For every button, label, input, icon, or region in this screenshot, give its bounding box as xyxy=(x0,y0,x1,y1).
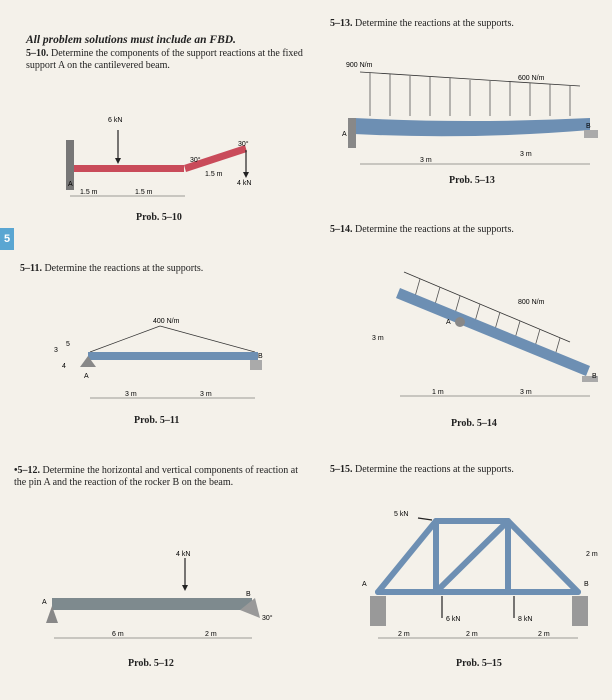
problem-5-12-number: •5–12. xyxy=(14,465,41,476)
support-a xyxy=(455,317,465,327)
label-d1: 3 m xyxy=(125,391,137,398)
beam xyxy=(88,352,258,360)
label-5kn: 5 kN xyxy=(394,511,409,518)
problem-5-14-text xyxy=(330,224,600,236)
support-b xyxy=(250,360,262,370)
label-b: B xyxy=(246,591,251,598)
label-8kn: 8 kN xyxy=(518,616,533,623)
label-a: A xyxy=(342,131,347,138)
problem-5-12-statement: Determine the horizontal and vertical components of reaction at the pin A and the reaction of the rocker B on the beam. xyxy=(14,465,298,488)
label-4kn: 4 kN xyxy=(237,180,252,187)
label-800: 800 N/m xyxy=(518,299,545,306)
caption-5-14: Prob. 5–14 xyxy=(451,418,497,429)
label-b: B xyxy=(586,123,591,130)
label-b: B xyxy=(584,581,589,588)
chapter-tab: 5 xyxy=(0,228,14,250)
beam xyxy=(354,118,590,136)
problem-5-13-number: 5–13. xyxy=(330,18,353,29)
load-arrow-5kn xyxy=(418,518,432,520)
figure-5-11 xyxy=(50,312,280,412)
problem-5-10-statement: Determine the components of the support reactions at the fixed support A on the cantilevered beam. xyxy=(26,48,303,71)
label-d2: 3 m xyxy=(520,389,532,396)
problem-5-14-number: 5–14. xyxy=(330,224,353,235)
problem-5-10-text xyxy=(26,48,306,72)
problem-5-15-number: 5–15. xyxy=(330,464,353,475)
beam-horizontal xyxy=(74,165,184,172)
label-d1: 6 m xyxy=(112,631,124,638)
truss-members xyxy=(378,521,578,592)
problem-5-11-statement: Determine the reactions at the supports. xyxy=(44,263,204,274)
label-30: 30° xyxy=(262,615,273,622)
support-a xyxy=(348,118,356,148)
caption-5-11: Prob. 5–11 xyxy=(134,415,180,426)
label-a: A xyxy=(84,373,89,380)
label-a: A xyxy=(362,581,367,588)
label-angle-2: 30° xyxy=(238,141,249,148)
label-d2: 3 m xyxy=(200,391,212,398)
label-4: 4 xyxy=(62,363,66,370)
label-a: A xyxy=(446,319,451,326)
label-d2: 3 m xyxy=(520,151,532,158)
label-d3: 1.5 m xyxy=(205,171,223,178)
label-d2: 1.5 m xyxy=(135,189,153,196)
problem-5-12-text xyxy=(14,465,304,489)
caption-5-12: Prob. 5–12 xyxy=(128,658,174,669)
caption-5-13: Prob. 5–13 xyxy=(449,175,495,186)
caption-5-15: Prob. 5–15 xyxy=(456,658,502,669)
problem-5-15-statement: Determine the reactions at the supports. xyxy=(355,464,514,475)
distributed-load-400 xyxy=(90,326,255,352)
label-b: B xyxy=(592,373,597,380)
problem-5-15-text xyxy=(330,464,600,476)
label-d3: 2 m xyxy=(538,631,550,638)
label-d1: 2 m xyxy=(398,631,410,638)
problem-5-11-number: 5–11. xyxy=(20,263,42,274)
support-a xyxy=(370,596,386,626)
figure-5-10 xyxy=(60,110,280,210)
label-angle-1: 30° xyxy=(190,157,201,164)
label-5: 5 xyxy=(66,341,70,348)
figure-5-13 xyxy=(340,58,600,173)
label-600: 600 N/m xyxy=(518,75,545,82)
label-3: 3 xyxy=(54,347,58,354)
beam xyxy=(52,598,252,610)
label-6kn: 6 kN xyxy=(446,616,461,623)
figure-5-12 xyxy=(40,548,280,648)
label-b: B xyxy=(258,353,263,360)
support-b xyxy=(572,596,588,626)
page-heading: All problem solutions must include an FBD. xyxy=(26,34,236,46)
label-d1: 3 m xyxy=(420,157,432,164)
label-a: A xyxy=(68,181,73,188)
label-400: 400 N/m xyxy=(153,318,180,325)
problem-5-13-text xyxy=(330,18,600,30)
label-a: A xyxy=(42,599,47,606)
label-h: 3 m xyxy=(372,335,384,342)
label-d1: 1 m xyxy=(432,389,444,396)
support-b xyxy=(584,130,598,138)
label-900: 900 N/m xyxy=(346,62,373,69)
label-h: 2 m xyxy=(586,551,598,558)
problem-5-14-statement: Determine the reactions at the supports. xyxy=(355,224,514,235)
label-4kn: 4 kN xyxy=(176,551,191,558)
label-d2: 2 m xyxy=(466,631,478,638)
problem-5-10-number: 5–10. xyxy=(26,48,49,59)
problem-5-11-text xyxy=(20,263,300,275)
label-d1: 1.5 m xyxy=(80,189,98,196)
problem-5-13-statement: Determine the reactions at the supports. xyxy=(355,18,514,29)
beam xyxy=(396,288,590,376)
caption-5-10: Prob. 5–10 xyxy=(136,212,182,223)
figure-5-15 xyxy=(348,506,608,651)
label-d2: 2 m xyxy=(205,631,217,638)
figure-5-14 xyxy=(360,262,600,402)
label-6kn: 6 kN xyxy=(108,117,123,124)
